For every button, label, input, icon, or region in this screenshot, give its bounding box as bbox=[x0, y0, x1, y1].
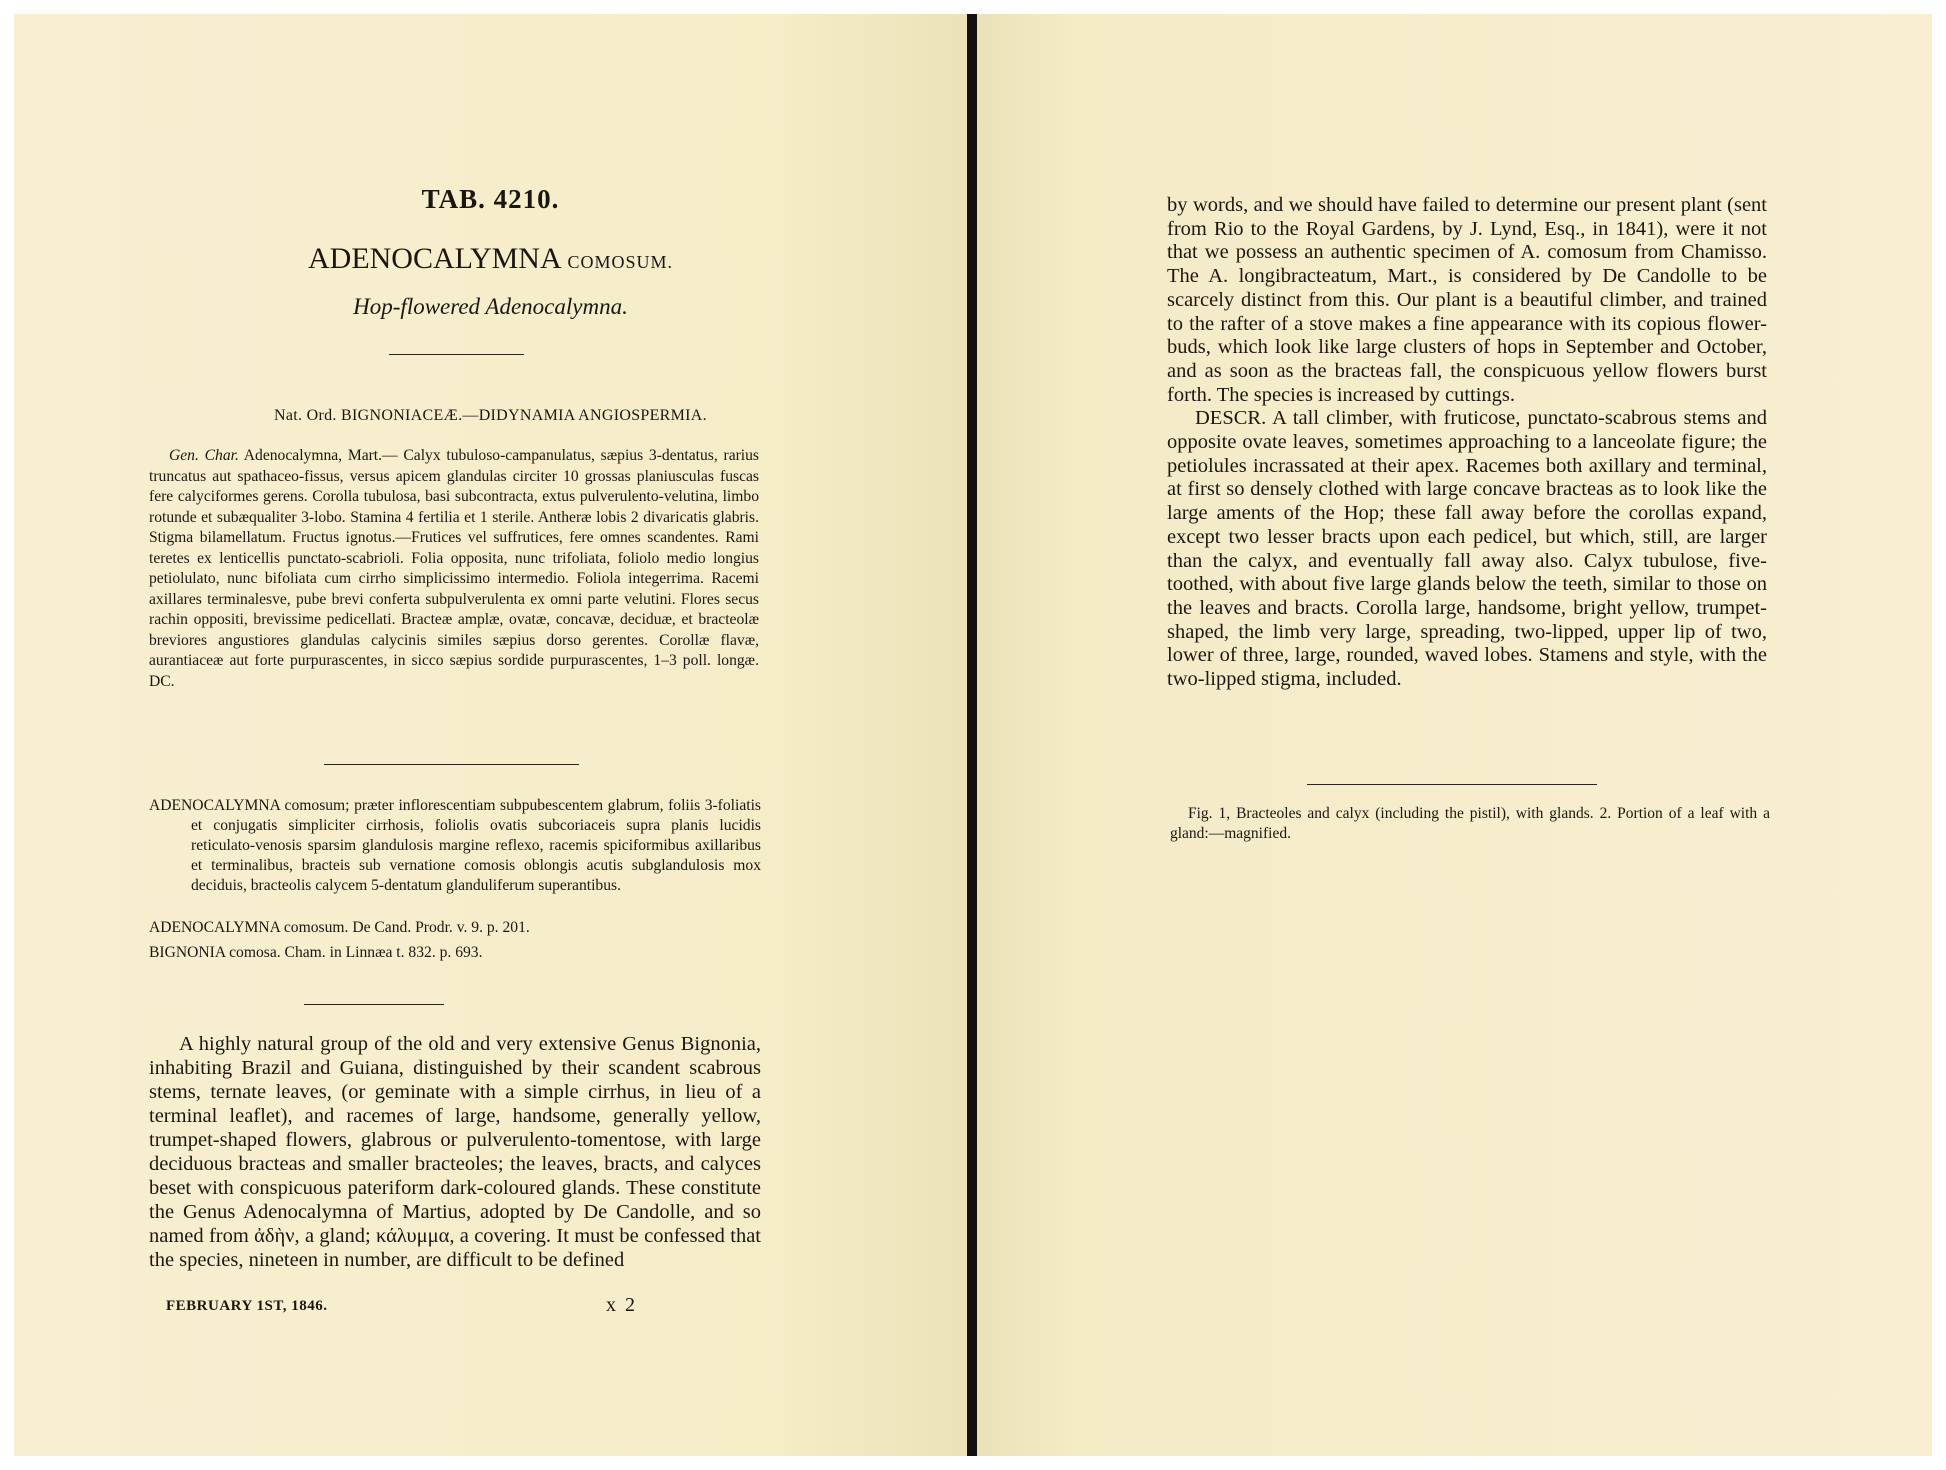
divider-rule bbox=[324, 764, 579, 765]
book-spine bbox=[967, 14, 977, 1456]
gen-char-text: Adenocalymna, Mart.— Calyx tubuloso-campanulatus, sæpius 3-dentatus, rarius truncatus aut spathaceo-fissus, versus apicem glandulas circiter 10 grossas planiusculas fuscas fere calyciformes gerens. Corolla tubulosa, basi subcontracta, extus pulverulento-velutina, limbo rotunde et subæqualiter 3-lobo. Stamina 4 fertilia et 1 sterile. Antheræ lobis 2 divaricatis glabris. Stigma bilamellatum. Fructus ignotus.—Frutices vel suffrutices, fere omnes scandentes. Rami teretes ex lenticellis punctato-scabrioli. Folia opposita, nunc trifoliata, foliolo medio longius petiolulato, nunc bifoliata cum cirrho simplicissimo intermedio. Foliola integerrima. Racemi axillares terminalesve, pube brevi conferta subpulverulenta ex omni parte velutini. Flores secus rachin oppositi, brevissime pedicellati. Bracteæ amplæ, ovatæ, concavæ, deciduæ, et bracteolæ breviores angustiores glandulas calycinis similes sæpius dorso gerentes. Corollæ flavæ, aurantiaceæ aut forte purpurascentes, in sicco sæpius sordide purpurascentes, 1–3 poll. longæ. DC. bbox=[149, 447, 760, 690]
figure-caption: Fig. 1, Bracteoles and calyx (including the pistil), with glands. 2. Portion of a leaf with a gland:—magnified. bbox=[1170, 805, 1770, 842]
synonym: ADENOCALYMNA comosum. De Cand. Prodr. v. 9. p. 201. bbox=[149, 919, 530, 936]
publication-date: FEBRUARY 1ST, 1846. bbox=[166, 1298, 328, 1314]
genus-name: ADENOCALYMNA bbox=[307, 242, 560, 275]
body-text-continued bbox=[1167, 194, 1767, 692]
specific-character: ADENOCALYMNA comosum; præter inflorescentiam subpubescentem glabrum, foliis 3-foliatis et conjugatis simpliciter cirrhosis, foliolis ovatis subcoriaceis supra planis lucidis reticulato-venosis sparsim glandulosis margine reflexo, racemis spiciformibus axillaribus et terminalibus, bracteis sub vernatione comosis oblongis acutis subglandulosis mox deciduis, bracteolis calycem 5-dentatum glanduliferum superantibus. bbox=[149, 797, 761, 894]
divider-rule bbox=[1307, 784, 1597, 785]
description-paragraph: DESCR. A tall climber, with fruticose, punctato-scabrous stems and opposite ovate leaves, sometimes approaching to a lanceolate figure; the petiolules incrassated at their apex. Racemes both axillary and terminal, at first so densely clothed with large concave bracteas as to look like the large aments of the Hop; these fall away before the corollas expand, except two lesser bracts upon each pedicel, but which, still, are larger than the calyx, and eventually fall away also. Calyx tubulose, five-toothed, with about five large glands below the teeth, similar to those on the leaves and bracts. Corolla large, handsome, bright yellow, trumpet-shaped, the limb very large, spreading, two-lipped, upper lip of two, lower of three, large, rounded, waved lobes. Stamens and style, with the two-lipped stigma, included. bbox=[1167, 407, 1767, 691]
plate-number: TAB. 4210. bbox=[421, 184, 560, 214]
gen-char-label: Gen. Char. bbox=[169, 447, 239, 464]
generic-character bbox=[149, 446, 759, 692]
right-page bbox=[977, 14, 1932, 1456]
left-page bbox=[14, 14, 967, 1456]
signature-mark: x 2 bbox=[606, 1294, 637, 1316]
body-text: A highly natural group of the old and very extensive Genus Bignonia, inhabiting Brazil and Guiana, distinguished by their scandent scabrous stems, ternate leaves, (or geminate with a simple cirrhus, in lieu of a terminal leaflet), and racemes of large, handsome, generally yellow, trumpet-shaped flowers, glabrous or pulverulento-tomentose, with large deciduous bracteas and smaller bracteoles; the leaves, bracts, and calyces beset with conspicuous pateriform dark-coloured glands. These constitute the Genus Adenocalymna of Martius, adopted by De Candolle, and so named from ἀδὴν, a gland; κάλυμμα, a covering. It must be confessed that the species, nineteen in number, are difficult to be defined bbox=[149, 1033, 761, 1271]
divider-rule bbox=[304, 1004, 444, 1005]
common-name: Hop-flowered Adenocalymna. bbox=[353, 294, 628, 319]
continuation-paragraph: by words, and we should have failed to determine our present plant (sent from Rio to the Royal Gardens, by J. Lynd, Esq., in 1841), were it not that we possess an authentic specimen of A. comosum from Chamisso. The A. longibracteatum, Mart., is considered by De Candolle to be scarcely distinct from this. Our plant is a beautiful climber, and trained to the rafter of a stove makes a fine appearance with its copious flower-buds, which look like large clusters of hops in September and October, and as soon as the bracteas fall, the conspicuous yellow flowers burst forth. The species is increased by cuttings. bbox=[1167, 194, 1767, 406]
species-title bbox=[14, 242, 967, 276]
synonym: BIGNONIA comosa. Cham. in Linnæa t. 832. p. 693. bbox=[149, 944, 483, 961]
natural-order: Nat. Ord. BIGNONIACEÆ.—DIDYNAMIA ANGIOSPERMIA. bbox=[274, 407, 707, 424]
divider-rule bbox=[389, 354, 524, 355]
species-epithet: COMOSUM. bbox=[567, 252, 674, 272]
